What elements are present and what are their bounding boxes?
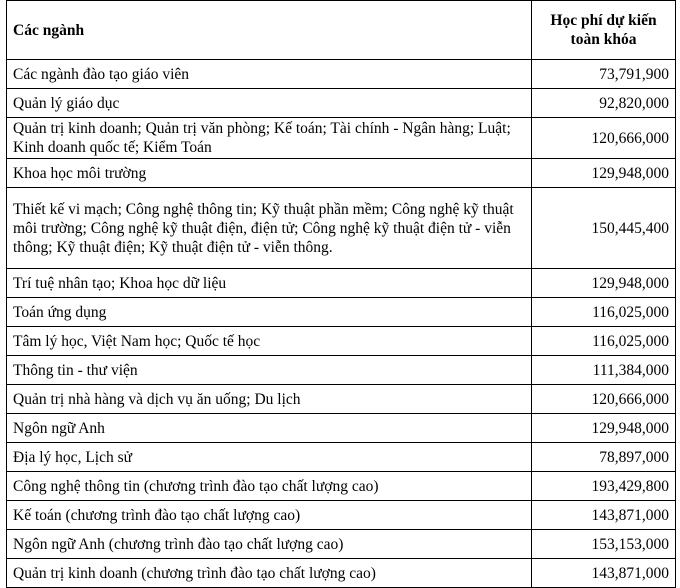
major-cell: Địa lý học, Lịch sử (7, 443, 532, 472)
fee-cell: 116,025,000 (532, 327, 676, 356)
major-cell: Ngôn ngữ Anh (7, 414, 532, 443)
major-cell: Các ngành đào tạo giáo viên (7, 60, 532, 89)
table-row (7, 327, 676, 356)
table-row (7, 118, 676, 159)
fee-cell: 116,025,000 (532, 298, 676, 327)
fee-cell: 143,871,000 (532, 501, 676, 530)
major-cell: Quản lý giáo dục (7, 89, 532, 118)
major-cell: Thông tin - thư viện (7, 356, 532, 385)
major-cell: Trí tuệ nhân tạo; Khoa học dữ liệu (7, 269, 532, 298)
table-row (7, 443, 676, 472)
fee-cell: 111,384,000 (532, 356, 676, 385)
header-fee (532, 1, 676, 60)
fee-cell: 73,791,900 (532, 60, 676, 89)
major-cell: Khoa học môi trường (7, 159, 532, 188)
major-cell: Quản trị nhà hàng và dịch vụ ăn uống; Du lịch (7, 385, 532, 414)
header-row (7, 1, 676, 60)
header-fee-line1: Học phí dự kiến (550, 12, 657, 29)
fee-cell: 120,666,000 (532, 385, 676, 414)
fee-cell: 120,666,000 (532, 118, 676, 159)
major-cell: Thiết kế vi mạch; Công nghệ thông tin; Kỹ thuật phần mềm; Công nghệ kỹ thuật môi trường; Công nghệ kỹ thuật điện, điện tử; Công nghệ kỹ thuật điện tử - viễn thông; Kỹ thuật điện; Kỹ thuật điện tử - viễn thông. (7, 188, 532, 269)
table-row (7, 356, 676, 385)
tuition-table (6, 0, 676, 588)
fee-cell: 143,871,000 (532, 559, 676, 588)
fee-cell: 129,948,000 (532, 159, 676, 188)
major-cell: Quản trị kinh doanh (chương trình đào tạo chất lượng cao) (7, 559, 532, 588)
major-cell: Toán ứng dụng (7, 298, 532, 327)
table-row (7, 414, 676, 443)
table-row (7, 298, 676, 327)
fee-cell: 129,948,000 (532, 414, 676, 443)
fee-cell: 92,820,000 (532, 89, 676, 118)
table-row (7, 60, 676, 89)
table-row (7, 89, 676, 118)
header-fee-line2: toàn khóa (570, 31, 637, 48)
major-cell: Kế toán (chương trình đào tạo chất lượng cao) (7, 501, 532, 530)
fee-cell: 150,445,400 (532, 188, 676, 269)
table-row (7, 269, 676, 298)
major-cell: Ngôn ngữ Anh (chương trình đào tạo chất lượng cao) (7, 530, 532, 559)
table-row (7, 385, 676, 414)
table-row (7, 159, 676, 188)
major-cell: Quản trị kinh doanh; Quản trị văn phòng; Kế toán; Tài chính - Ngân hàng; Luật; Kinh doanh quốc tế; Kiểm Toán (7, 118, 532, 159)
major-cell: Tâm lý học, Việt Nam học; Quốc tế học (7, 327, 532, 356)
table-row (7, 472, 676, 501)
header-major: Các ngành (7, 1, 532, 60)
table-row (7, 188, 676, 269)
major-cell: Công nghệ thông tin (chương trình đào tạo chất lượng cao) (7, 472, 532, 501)
fee-cell: 78,897,000 (532, 443, 676, 472)
fee-cell: 129,948,000 (532, 269, 676, 298)
table-row (7, 501, 676, 530)
table-row (7, 559, 676, 588)
fee-cell: 193,429,800 (532, 472, 676, 501)
table-row (7, 530, 676, 559)
fee-cell: 153,153,000 (532, 530, 676, 559)
